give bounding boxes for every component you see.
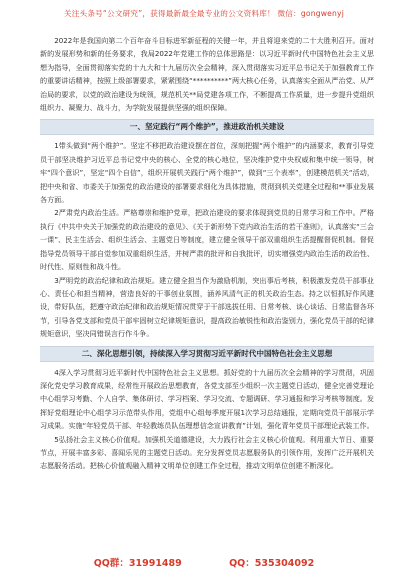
section1-paragraph-3: 3严明党的政治纪律和政治规矩。建立健全担当作为激励机制，突出事后考核，积极激发党员干部事业心、责任心和担当精神，营造良好的干事创业氛围，涵养风清气正的机关政治生态。持之以恒抓好作风建设，带好队伍，把遵守政治纪律和政治规矩情况贯穿于干部选拔任用、日常考核、谈心谈话、日常监督各环节，引导各党支部和党员干部牢固树立纪律规矩意识，提高政治敏锐性和政治鉴别力，强化党员干部的纪律规矩意识，坚决同错误言行作斗争。	[40, 275, 374, 339]
footer-qq-group: QQ群：31991489	[93, 558, 182, 569]
section2-paragraph-1: 4深入学习贯彻习近平新时代中国特色社会主义思想。抓好党的十九届历次全会精神的学习贯彻，巩固深化党史学习教育成果，经常性开展政治思想教育，各党支部至少组织一次主题党日活动，健全完善党理论中心组学习考勤、个人自学、集体研讨、学习档案、学习交流、专题调研、学习通报和学习考核等制度。发挥好党组理论中心组学习示范带头作用，党组中心组每季度开展1次学习总结通报，定期向党员干部展示学习成果。实施“年轻党员干部、年轻教练员队伍理想信念宣讲教育”计划，强化青年党员干部理论武装工作。	[40, 367, 374, 431]
document-body	[40, 34, 374, 473]
section-heading-2: 二、深化思想引领，持续深入学习贯彻习近平新时代中国特色社会主义思想	[40, 346, 374, 362]
intro-paragraph: 2022年是我国向第二个百年奋斗目标进军新征程的关键一年，并且将迎来党的二十大胜利召开。面对新的发展形势和新的任务要求，我局2022年党建工作的总体思路是：以习近平新时代中国特色社会主义思想为指导，全面贯彻落实党的十九大和十九届历次全会精神，深入贯彻落实习近平总书记关于加强教育工作的重要讲话精神，按照上级部署要求，紧紧围绕“**********”两大核心任务，认真落实全面从严治党、从严治局的要求，以党的政治建设为统领，规范机关**局党建各项工作，不断提高工作质量，进一步提升党组织组织力、凝聚力、战斗力，为学院发展提供坚强的组织保障。	[40, 36, 374, 113]
header-banner: 关注头条号“公文研究”，获得最新最全最专业的公文资料库！ 微信：gongwenyj	[63, 9, 345, 18]
section1-paragraph-1: 1带头做到“两个维护”。坚定不移把政治建设摆在首位，深刻把握“两个维护”的内涵要求，教育引导党员干部坚决维护习近平总书记党中央的核心、全党的核心地位，坚决维护党中央权威和集中统一领导，树牢“四个意识”，坚定“四个自信”，组织开展机关践行“两个维护”，做到“三个表率”，创建模范机关“活动，把中央和省、市委关于加强党的政治建设的部署要求细化为具体措施，贯彻到机关党建全过程和**事业发展各方面。	[40, 141, 374, 205]
section1-paragraph-2: 2严肃党内政治生活。严格尊崇和维护党章，把政治建设的要求体现到党员的日常学习和工作中。严格执行《中共中央关于加强党的政治建设的意见》、《关于新形势下党内政治生活的若干准则》，认真落实“三会一课”、民主生活会、组织生活会、主题党日等制度，建立健全领导干部双重组织生活提醒督促机制。督促指导党员领导干部自觉参加双重组织生活，并树严肃的批评和自我批评，切实增强党内政治生活的政治性、时代性、原则性和战斗性。	[40, 208, 374, 272]
footer-qq: QQ：535304092	[229, 558, 315, 569]
section2-paragraph-2: 5弘扬社会主义核心价值观。加强机关道德建设，大力践行社会主义核心价值观。利用重大节日、重要节点，开展丰富多彩、喜闻乐见的主题党日活动。充分发挥党员志愿服务队的引领作用，发挥广泛开展机关志愿服务活动。把核心价值观融入精神文明单位创建工作全过程，推动文明单位创建不断深化。	[40, 434, 374, 471]
footer-contact	[0, 555, 408, 569]
section-heading-1: 一、坚定践行“两个维护”，推进政治机关建设	[40, 119, 374, 135]
